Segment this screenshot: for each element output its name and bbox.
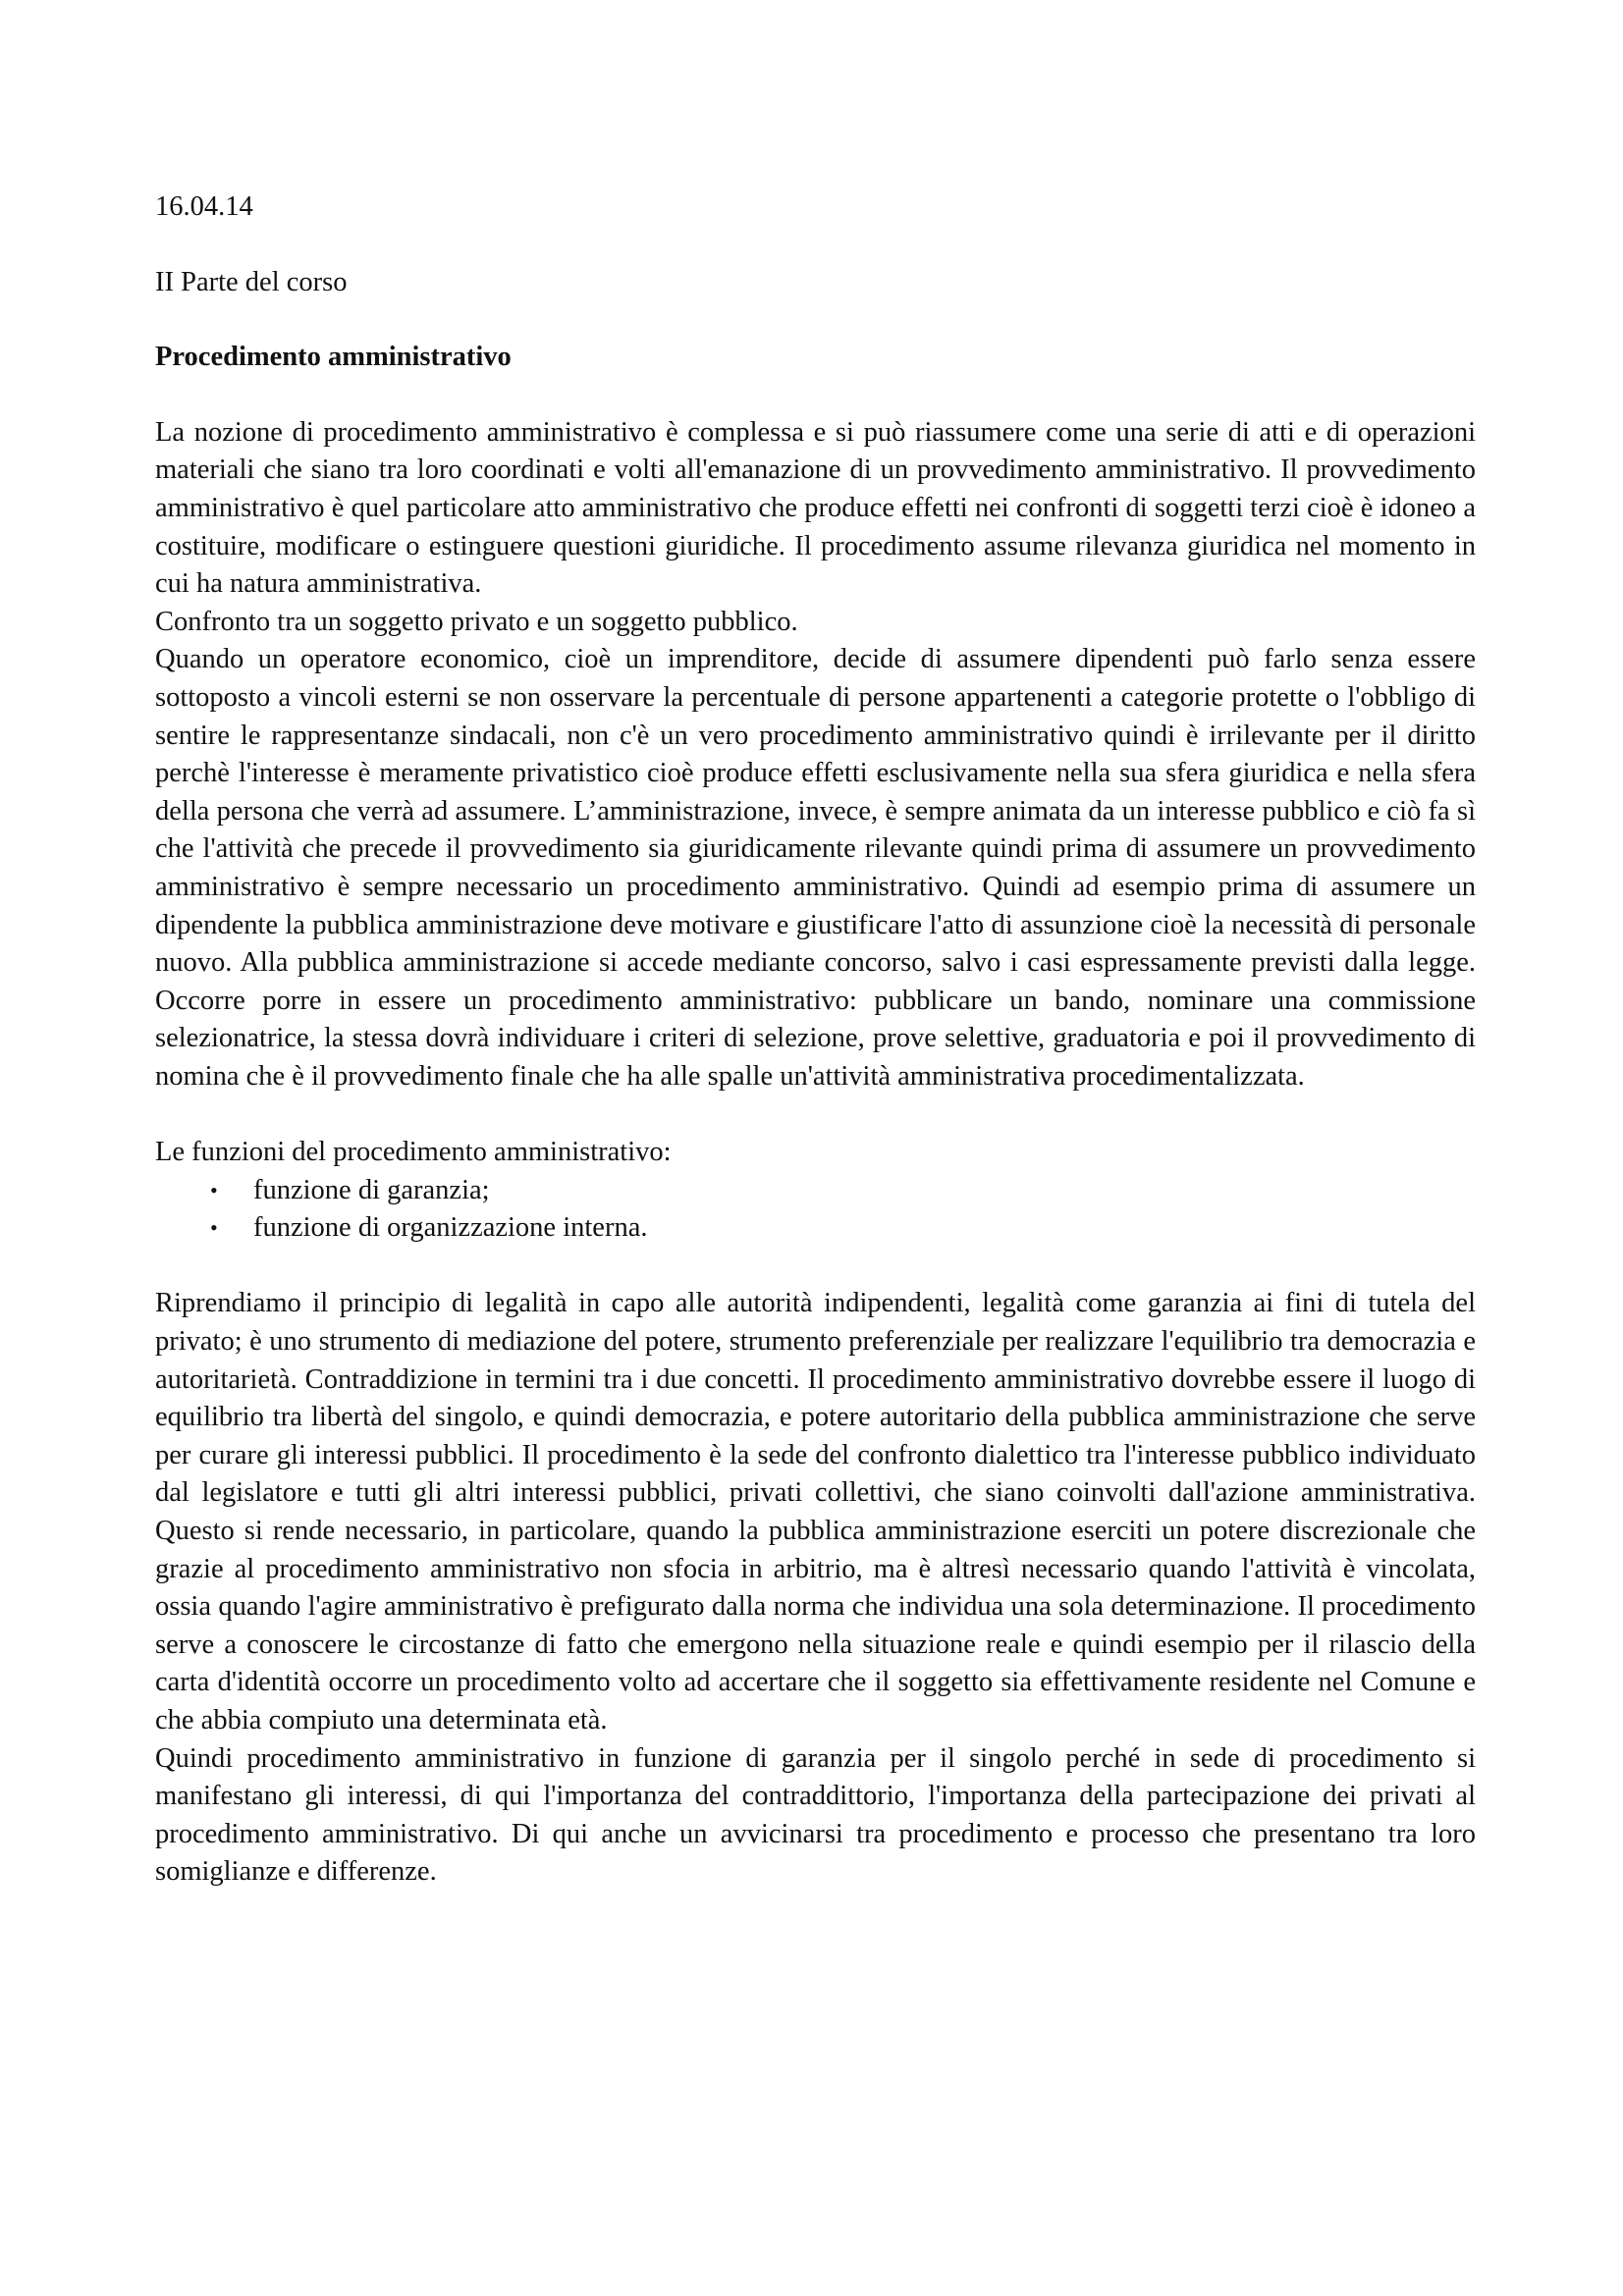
spacer xyxy=(155,1095,1476,1134)
paragraph-comparison: Quando un operatore economico, cioè un imprenditore, decide di assumere dipendenti può farlo senza essere sottoposto a vincoli esterni se non osservare la percentuale di persone appartenenti a categorie protette o l'obbligo di sentire le rappresentanze sindacali, non c'è un vero procedimento amministrativo quindi è irrilevante per il diritto perchè l'interesse è meramente privatistico cioè produce effetti esclusivamente nella sua sfera giuridica e nella sfera della persona che verrà ad assumere. L’amministrazione, invece, è sempre animata da un interesse pubblico e ciò fa sì che l'attività che precede il provvedimento sia giuridicamente rilevante quindi prima di assumere un provvedimento amministrativo è sempre necessario un procedimento amministrativo. Quindi ad esempio prima di assumere un dipendente la pubblica amministrazione deve motivare e giustificare l'atto di assunzione cioè la necessità di personale nuovo. Alla pubblica amministrazione si accede mediante concorso, salvo i casi espressamente previsti dalla legge. Occorre porre in essere un procedimento amministrativo: pubblicare un bando, nominare una commissione selezionatrice, la stessa dovrà individuare i criteri di selezione, prove selettive, graduatoria e poi il provvedimento di nomina che è il provvedimento finale che ha alle spalle un'attività amministrativa procedimentalizzata. xyxy=(155,644,1476,1092)
list-item-text: funzione di garanzia; xyxy=(253,1174,490,1205)
paragraph-guarantee: Quindi procedimento amministrativo in funzione di garanzia per il singolo perché in sede di procedimento si manifestano gli interessi, di qui l'importanza del contraddittorio, l'importanza della partecipazione dei privati al procedimento amministrativo. Di qui anche un avvicinarsi tra procedimento e processo che presentano tra loro somiglianze e differenze. xyxy=(155,1742,1476,1888)
paragraph-legality: Riprendiamo il principio di legalità in capo alle autorità indipendenti, legalità come garanzia ai fini di tutela del privato; è uno strumento di mediazione del potere, strumento preferenziale per realizzare l'equilibrio tra democrazia e autoritarietà. Contraddizione in termini tra i due concetti. Il procedimento amministrativo dovrebbe essere il luogo di equilibrio tra libertà del singolo, e quindi democrazia, e potere autoritario della pubblica amministrazione che serve per curare gli interessi pubblici. Il procedimento è la sede del confronto dialettico tra l'interesse pubblico individuato dal legislatore e tutti gli altri interessi pubblici, privati collettivi, che siano coinvolti dall'azione amministrativa. Questo si rende necessario, in particolare, quando la pubblica amministrazione eserciti un potere discrezionale che grazie al procedimento amministrativo non sfocia in arbitrio, ma è altresì necessario quando l'attività è vincolata, ossia quando l'agire amministrativo è prefigurato dalla norma che individua una sola determinazione. Il procedimento serve a conoscere le circostanze di fatto che emergono nella situazione reale e quindi esempio per il rilascio della carta d'identità occorre un procedimento volto ad accertare che il soggetto sia effettivamente residente nel Comune e che abbia compiuto una determinata età. xyxy=(155,1288,1476,1735)
course-part-label: II Parte del corso xyxy=(155,266,348,297)
bullet-icon: • xyxy=(210,1215,218,1241)
paragraph-comparison-intro: Confronto tra un soggetto privato e un soggetto pubblico. xyxy=(155,606,798,637)
functions-intro: Le funzioni del procedimento amministrativo: xyxy=(155,1137,672,1168)
spacer xyxy=(155,1248,1476,1286)
bullet-icon: • xyxy=(210,1177,218,1202)
paragraph-definition: La nozione di procedimento amministrativo è complessa e si può riassumere come una serie di atti e di operazioni materiali che siano tra loro coordinati e volti all'emanazione di un provvedimento amministrativo. Il provvedimento amministrativo è quel particolare atto amministrativo che produce effetti nei confronti di soggetti terzi cioè è idoneo a costituire, modificare o estinguere questioni giuridiche. Il procedimento assume rilevanza giuridica nel momento in cui ha natura amministrativa. xyxy=(155,416,1476,600)
functions-list xyxy=(155,1172,1476,1248)
list-item xyxy=(155,1209,1476,1248)
list-item xyxy=(155,1172,1476,1210)
document-page xyxy=(155,188,1476,1892)
document-date: 16.04.14 xyxy=(155,191,253,222)
list-item-text: funzione di organizzazione interna. xyxy=(253,1212,648,1244)
section-heading: Procedimento amministrativo xyxy=(155,342,512,373)
